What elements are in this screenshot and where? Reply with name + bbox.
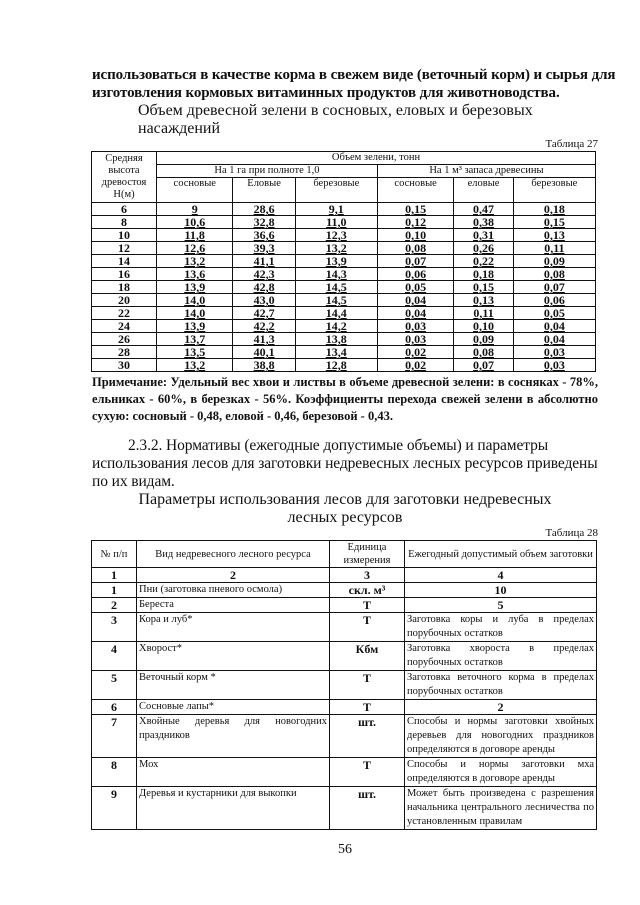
table-row [92, 281, 596, 294]
value-cell: 0,09 [454, 333, 513, 346]
annual-volume: Заготовка хвороста в пределах порубочных остатков [405, 642, 597, 671]
value-cell: 13,9 [157, 281, 233, 294]
height-cell: 16 [92, 268, 157, 281]
header-species: березовые [295, 178, 377, 203]
height-cell: 8 [92, 216, 157, 229]
height-cell: 14 [92, 255, 157, 268]
value-cell: 0,08 [377, 242, 453, 255]
value-cell: 13,4 [295, 346, 377, 359]
resource-name: Деревья и кустарники для выкопки [137, 787, 330, 830]
value-cell: 0,06 [377, 268, 453, 281]
value-cell: 13,2 [157, 255, 233, 268]
table27-label: Таблица 27 [545, 138, 598, 150]
header-species: сосновые [157, 178, 233, 203]
col-number-4: 4 [405, 568, 597, 583]
value-cell: 0,38 [454, 216, 513, 229]
value-cell: 0,08 [454, 346, 513, 359]
value-cell: 0,18 [454, 268, 513, 281]
header-species: еловые [454, 178, 513, 203]
height-cell: 24 [92, 320, 157, 333]
row-number: 7 [92, 715, 137, 758]
table28-title-1: Параметры использования лесов для заготовки недревесных [138, 491, 552, 508]
header-number: № п/п [92, 541, 137, 568]
value-cell: 0,47 [454, 203, 513, 216]
table-row [92, 700, 597, 715]
value-cell: 0,15 [513, 216, 595, 229]
header-species: березовые [513, 178, 595, 203]
resource-name: Сосновые лапы* [137, 700, 330, 715]
height-cell: 20 [92, 294, 157, 307]
resource-name: Пни (заготовка пневого осмола) [137, 583, 330, 598]
unit: Кбм [330, 642, 405, 671]
value-cell: 14,3 [295, 268, 377, 281]
value-cell: 41,3 [233, 333, 295, 346]
table-28 [91, 540, 597, 830]
resource-name: Веточный корм * [137, 671, 330, 700]
value-cell: 42,2 [233, 320, 295, 333]
unit: шт. [330, 715, 405, 758]
table-row [92, 229, 596, 242]
value-cell: 14,5 [295, 294, 377, 307]
table27-title: Объем древесной зелени в сосновых, еловых и березовых насаждений [138, 102, 533, 137]
value-cell: 0,03 [377, 320, 453, 333]
value-cell: 0,13 [513, 229, 595, 242]
col-number-3: 3 [330, 568, 405, 583]
row-number: 1 [92, 583, 137, 598]
annual-volume: Заготовка веточного корма в пределах порубочных остатков [405, 671, 597, 700]
resource-name: Кора и луб* [137, 613, 330, 642]
value-cell: 9,1 [295, 203, 377, 216]
value-cell: 0,04 [377, 307, 453, 320]
table-row [92, 333, 596, 346]
row-number: 8 [92, 758, 137, 787]
height-cell: 18 [92, 281, 157, 294]
value-cell: 42,3 [233, 268, 295, 281]
height-cell: 30 [92, 359, 157, 372]
value-cell: 0,04 [377, 294, 453, 307]
value-cell: 0,10 [454, 320, 513, 333]
annual-volume: Способы и нормы заготовки хвойных деревьев для новогодних праздников определяются в договоре аренды [405, 715, 597, 758]
annual-volume: 10 [405, 583, 597, 598]
value-cell: 0,05 [377, 281, 453, 294]
table-row [92, 583, 597, 598]
value-cell: 0,10 [377, 229, 453, 242]
row-number: 4 [92, 642, 137, 671]
table-row [92, 613, 597, 642]
header-per-m3: На 1 м³ запаса древесины [377, 165, 595, 178]
value-cell: 0,11 [513, 242, 595, 255]
header-annual-volume: Ежегодный допустимый объем заготовки [405, 541, 597, 568]
value-cell: 0,07 [377, 255, 453, 268]
resource-name: Береста [137, 598, 330, 613]
value-cell: 9 [157, 203, 233, 216]
height-cell: 12 [92, 242, 157, 255]
value-cell: 0,13 [454, 294, 513, 307]
value-cell: 13,9 [157, 320, 233, 333]
value-cell: 0,11 [454, 307, 513, 320]
table-row [92, 320, 596, 333]
value-cell: 0,09 [513, 255, 595, 268]
height-cell: 22 [92, 307, 157, 320]
value-cell: 14,4 [295, 307, 377, 320]
value-cell: 39,3 [233, 242, 295, 255]
value-cell: 41,1 [233, 255, 295, 268]
table-row [92, 346, 596, 359]
intro-line-2: изготовления кормовых витаминных продуктов для животноводства. [92, 85, 560, 101]
header-unit: Единица измерения [330, 541, 405, 568]
col-number-2: 2 [137, 568, 330, 583]
resource-name: Хвойные деревья для новогодних праздников [137, 715, 330, 758]
table-row [92, 294, 596, 307]
unit: Т [330, 613, 405, 642]
value-cell: 0,15 [454, 281, 513, 294]
height-cell: 10 [92, 229, 157, 242]
table-row [92, 359, 596, 372]
value-cell: 40,1 [233, 346, 295, 359]
table-row [92, 715, 597, 758]
value-cell: 0,07 [454, 359, 513, 372]
value-cell: 13,5 [157, 346, 233, 359]
value-cell: 0,04 [513, 333, 595, 346]
header-height: Средняя высота древостоя Н(м) [92, 152, 157, 203]
table-row [92, 268, 596, 281]
intro-line-1: использоваться в качестве корма в свежем виде (веточный корм) и сырья для [92, 67, 616, 83]
annual-volume: 2 [405, 700, 597, 715]
value-cell: 12,8 [295, 359, 377, 372]
table-row [92, 203, 596, 216]
row-number: 6 [92, 700, 137, 715]
table-row [92, 787, 597, 830]
value-cell: 36,6 [233, 229, 295, 242]
table-row [92, 242, 596, 255]
table-row [92, 216, 596, 229]
value-cell: 0,02 [377, 359, 453, 372]
value-cell: 0,08 [513, 268, 595, 281]
value-cell: 14,5 [295, 281, 377, 294]
unit: Т [330, 758, 405, 787]
unit: Т [330, 700, 405, 715]
value-cell: 0,03 [377, 333, 453, 346]
value-cell: 11,0 [295, 216, 377, 229]
section-line-3: по их видам. [92, 473, 175, 490]
unit: шт. [330, 787, 405, 830]
value-cell: 13,2 [157, 359, 233, 372]
table27-note: Примечание: Удельный вес хвои и листвы в объеме древесной зелени: в сосняках - 78%, ельниках - 60%, в березках - 56%. Коэффициенты перехода свежей зелени в абсолютно сухую: сосновый - 0,48, еловой - 0,46, березовой - 0,43. [92, 375, 598, 423]
value-cell: 42,8 [233, 281, 295, 294]
value-cell: 0,05 [513, 307, 595, 320]
value-cell: 11,8 [157, 229, 233, 242]
annual-volume: Способы и нормы заготовки мха определяются в договоре аренды [405, 758, 597, 787]
value-cell: 0,26 [454, 242, 513, 255]
value-cell: 32,8 [233, 216, 295, 229]
value-cell: 0,07 [513, 281, 595, 294]
value-cell: 13,9 [295, 255, 377, 268]
value-cell: 12,6 [157, 242, 233, 255]
value-cell: 0,04 [513, 320, 595, 333]
value-cell: 13,2 [295, 242, 377, 255]
height-cell: 26 [92, 333, 157, 346]
value-cell: 0,12 [377, 216, 453, 229]
value-cell: 14,0 [157, 294, 233, 307]
row-number: 2 [92, 598, 137, 613]
table-row [92, 255, 596, 268]
value-cell: 0,02 [377, 346, 453, 359]
value-cell: 0,31 [454, 229, 513, 242]
row-number: 9 [92, 787, 137, 830]
section-line-1: 2.3.2. Нормативы (ежегодные допустимые объемы) и параметры [128, 437, 549, 454]
value-cell: 14,2 [295, 320, 377, 333]
unit: Т [330, 598, 405, 613]
value-cell: 13,6 [157, 268, 233, 281]
value-cell: 12,3 [295, 229, 377, 242]
value-cell: 13,8 [295, 333, 377, 346]
value-cell: 28,6 [233, 203, 295, 216]
header-volume: Объем зелени, тонн [157, 152, 596, 165]
value-cell: 0,18 [513, 203, 595, 216]
resource-name: Хворост* [137, 642, 330, 671]
value-cell: 42,7 [233, 307, 295, 320]
annual-volume: Заготовка коры и луба в пределах порубочных остатков [405, 613, 597, 642]
value-cell: 0,06 [513, 294, 595, 307]
value-cell: 13,7 [157, 333, 233, 346]
unit: Т [330, 671, 405, 700]
height-cell: 6 [92, 203, 157, 216]
header-per-ha: На 1 га при полноте 1,0 [157, 165, 378, 178]
value-cell: 38,8 [233, 359, 295, 372]
resource-name: Мох [137, 758, 330, 787]
row-number: 5 [92, 671, 137, 700]
table-row [92, 758, 597, 787]
table-row [92, 671, 597, 700]
value-cell: 43,0 [233, 294, 295, 307]
table28-label: Таблица 28 [545, 527, 598, 539]
value-cell: 0,03 [513, 359, 595, 372]
table-row [92, 642, 597, 671]
header-species: Еловые [233, 178, 295, 203]
header-species: сосновые [377, 178, 453, 203]
header-resource: Вид недревесного лесного ресурса [137, 541, 330, 568]
annual-volume: 5 [405, 598, 597, 613]
value-cell: 10,6 [157, 216, 233, 229]
row-number: 3 [92, 613, 137, 642]
table-row [92, 307, 596, 320]
value-cell: 14,0 [157, 307, 233, 320]
value-cell: 0,22 [454, 255, 513, 268]
section-line-2: использования лесов для заготовки недревесных лесных ресурсов приведены [92, 455, 598, 472]
annual-volume: Может быть произведена с разрешения начальника центрального лесничества по установленным правилам [405, 787, 597, 830]
table28-title-2: лесных ресурсов [287, 509, 403, 526]
value-cell: 0,03 [513, 346, 595, 359]
table-27 [91, 151, 596, 372]
unit: скл. м³ [330, 583, 405, 598]
col-number-1: 1 [92, 568, 137, 583]
page-number: 56 [338, 842, 352, 857]
table-row [92, 598, 597, 613]
value-cell: 0,15 [377, 203, 453, 216]
height-cell: 28 [92, 346, 157, 359]
